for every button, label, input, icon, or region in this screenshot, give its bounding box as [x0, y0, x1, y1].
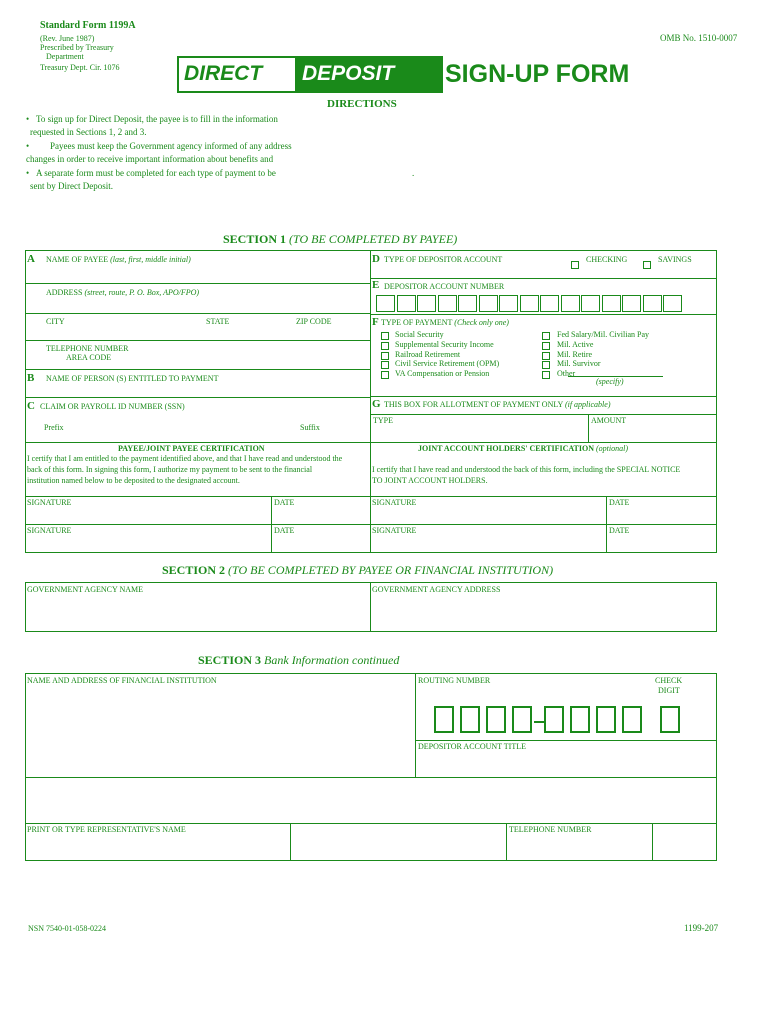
rule [370, 278, 717, 279]
account-digit-cell[interactable] [417, 295, 436, 312]
rule [588, 414, 589, 442]
rule [415, 740, 717, 741]
bullet-icon: • [26, 168, 30, 178]
dep-title-label[interactable]: DEPOSITOR ACCOUNT TITLE [418, 742, 527, 751]
omb-number: OMB No. 1510-0007 [660, 33, 738, 43]
account-digit-cell[interactable] [458, 295, 477, 312]
fi-name-label[interactable]: NAME AND ADDRESS OF FINANCIAL INSTITUTION [27, 676, 217, 685]
area-code-label: AREA CODE [66, 353, 112, 362]
rep-phone-label[interactable]: TELEPHONE NUMBER [509, 825, 592, 834]
payee-cert-line1: I certify that I am entitled to the payment identified above, and that I have read and understood the [27, 454, 343, 463]
account-digit-cell[interactable] [540, 295, 559, 312]
rule [25, 496, 717, 497]
phone-label[interactable]: TELEPHONE NUMBER [46, 344, 129, 353]
letter-b: B [27, 372, 35, 384]
routing-digit-cell[interactable] [544, 706, 564, 733]
routing-digit-cell[interactable] [486, 706, 506, 733]
payment-type-label: Fed Salary/Mil. Civilian Pay [557, 330, 649, 339]
routing-digit-cell[interactable] [622, 706, 642, 733]
section3-title: SECTION 3 Bank Information continued [198, 653, 400, 667]
nsn-number: NSN 7540-01-058-0224 [28, 924, 106, 933]
section2-title: SECTION 2 (TO BE COMPLETED BY PAYEE OR FINANCIAL INSTITUTION) [162, 563, 554, 577]
suffix-label[interactable]: Suffix [300, 423, 320, 432]
type-label[interactable]: TYPE [373, 416, 393, 425]
state-label[interactable]: STATE [206, 317, 230, 326]
payee-date-1[interactable]: DATE [274, 498, 295, 507]
direction-2b: changes in order to receive important information about benefits and [26, 154, 274, 164]
title-signup: SIGN-UP FORM [445, 60, 630, 88]
routing-label: ROUTING NUMBER [418, 676, 491, 685]
rev-date: (Rev. June 1987) [40, 34, 95, 43]
prescribed-line2: Department [46, 52, 84, 61]
letter-f: F [372, 316, 379, 328]
payment-type-label: Social Security [395, 330, 444, 339]
routing-digit-cell[interactable] [512, 706, 532, 733]
account-number-label: DEPOSITOR ACCOUNT NUMBER [384, 282, 505, 291]
payment-type-checkbox[interactable] [542, 332, 550, 340]
rule [652, 823, 653, 861]
joint-cert-title: JOINT ACCOUNT HOLDERS' CERTIFICATION (optional) [418, 444, 628, 453]
treasury-circular: Treasury Dept. Cir. 1076 [40, 63, 120, 72]
rule [370, 414, 717, 415]
entitled-persons-label[interactable]: NAME OF PERSON (S) ENTITLED TO PAYMENT [46, 374, 219, 383]
rule [25, 397, 371, 398]
savings-label: SAVINGS [658, 255, 692, 264]
rule [25, 313, 371, 314]
routing-digit-cell[interactable] [596, 706, 616, 733]
rule [370, 396, 717, 397]
agency-name-label[interactable]: GOVERNMENT AGENCY NAME [27, 585, 143, 594]
routing-dash [534, 721, 544, 723]
payment-type-label: TYPE OF PAYMENT (Check only one) [381, 318, 509, 327]
payment-type-checkbox[interactable] [542, 352, 550, 360]
account-digit-cell[interactable] [561, 295, 580, 312]
payment-type-label: Mil. Active [557, 339, 594, 349]
payment-type-label: Railroad Retirement [395, 349, 461, 359]
account-digit-cell[interactable] [520, 295, 539, 312]
routing-digit-cell[interactable] [434, 706, 454, 733]
payment-type-checkbox[interactable] [381, 361, 389, 369]
rule [370, 582, 371, 632]
account-digit-cell[interactable] [602, 295, 621, 312]
payment-type-label: Mil. Survivor [557, 359, 601, 369]
agency-address-label[interactable]: GOVERNMENT AGENCY ADDRESS [372, 585, 501, 594]
account-digit-cell[interactable] [479, 295, 498, 312]
payment-type-checkbox[interactable] [381, 352, 389, 360]
letter-a: A [27, 253, 35, 265]
prefix-label[interactable]: Prefix [44, 423, 64, 432]
payee-cert-title: PAYEE/JOINT PAYEE CERTIFICATION [118, 444, 265, 453]
payment-type-checkbox[interactable] [542, 361, 550, 369]
allotment-label: THIS BOX FOR ALLOTMENT OF PAYMENT ONLY (if applicable) [384, 400, 611, 409]
routing-digit-cell[interactable] [460, 706, 480, 733]
rule [25, 369, 371, 370]
payment-type-label: VA Compensation or Pension [395, 369, 490, 379]
claim-id-label[interactable]: CLAIM OR PAYROLL ID NUMBER (SSN) [40, 402, 185, 411]
payment-type-label: Supplemental Security Income [395, 339, 494, 349]
payee-name-label[interactable]: NAME OF PAYEE (last, first, middle initial) [46, 255, 191, 264]
payee-signature-1[interactable]: SIGNATURE [27, 498, 72, 507]
letter-c: C [27, 400, 35, 412]
payee-cert-line2: back of this form. In signing this form, I authorize my payment to be sent to the financial [27, 465, 313, 474]
rep-name-label[interactable]: PRINT OR TYPE REPRESENTATIVE'S NAME [27, 825, 186, 834]
section1-divider [370, 250, 371, 553]
account-digit-cell[interactable] [397, 295, 416, 312]
direction-2a: Payees must keep the Government agency informed of any address [50, 141, 292, 151]
rule [25, 823, 717, 824]
payment-type-checkbox[interactable] [542, 371, 550, 379]
rule [370, 314, 717, 315]
rule [25, 283, 371, 284]
direction-1a: To sign up for Direct Deposit, the payee is to fill in the information [36, 114, 278, 124]
account-digit-cell[interactable] [581, 295, 600, 312]
account-digit-cell[interactable] [622, 295, 641, 312]
payment-type-label: Mil. Retire [557, 349, 593, 359]
joint-cert-line2: TO JOINT ACCOUNT HOLDERS. [372, 476, 488, 485]
title-deposit: DEPOSIT [302, 62, 395, 85]
bullet-icon: • [26, 141, 30, 151]
payment-type-checkbox[interactable] [381, 342, 389, 350]
account-digit-cell[interactable] [376, 295, 395, 312]
account-digit-cell[interactable] [438, 295, 457, 312]
payment-type-checkbox[interactable] [542, 342, 550, 350]
address-label[interactable]: ADDRESS (street, route, P. O. Box, APO/FPO) [46, 288, 200, 297]
check-digit-cell[interactable] [660, 706, 680, 733]
account-digit-cell[interactable] [643, 295, 662, 312]
account-digit-cell[interactable] [663, 295, 682, 312]
bullet-icon: • [26, 114, 30, 124]
zip-label[interactable]: ZIP CODE [296, 317, 332, 326]
specify-label: (specify) [596, 377, 624, 386]
joint-signature-2[interactable]: SIGNATURE [372, 526, 417, 535]
city-label[interactable]: CITY [46, 317, 65, 326]
payee-signature-2[interactable]: SIGNATURE [27, 526, 72, 535]
joint-cert-line1: I certify that I have read and understood the back of this form, including the SPECIAL NOTICE [372, 465, 681, 474]
direction-3a: A separate form must be completed for each type of payment to be [36, 168, 276, 178]
payment-type-label: Civil Service Retirement (OPM) [395, 359, 500, 369]
other-specify-line [568, 376, 663, 377]
rule [25, 777, 717, 778]
joint-date-1[interactable]: DATE [609, 498, 630, 507]
payment-type-checkbox[interactable] [381, 371, 389, 379]
letter-e: E [372, 279, 380, 291]
savings-checkbox[interactable] [643, 261, 651, 269]
form-name: Standard Form 1199A [40, 20, 136, 31]
payee-date-2[interactable]: DATE [274, 526, 295, 535]
letter-g: G [372, 398, 381, 410]
rule [506, 823, 507, 861]
section1-title: SECTION 1 (TO BE COMPLETED BY PAYEE) [223, 232, 458, 246]
rule [25, 340, 371, 341]
check-digit-label-1: CHECK [655, 676, 683, 685]
joint-date-2[interactable]: DATE [609, 526, 630, 535]
checking-label: CHECKING [586, 255, 628, 264]
rule [415, 673, 416, 777]
letter-d: D [372, 253, 380, 265]
joint-signature-1[interactable]: SIGNATURE [372, 498, 417, 507]
payment-type-checkbox[interactable] [381, 332, 389, 340]
rule [25, 442, 717, 443]
account-digit-cell[interactable] [499, 295, 518, 312]
stray-dot: . [412, 168, 415, 178]
direction-1b: requested in Sections 1, 2 and 3. [30, 127, 147, 137]
form-number: 1199-207 [684, 923, 719, 933]
rule [290, 823, 291, 861]
routing-digit-cell[interactable] [570, 706, 590, 733]
account-type-label: TYPE OF DEPOSITOR ACCOUNT [384, 255, 503, 264]
directions-heading: DIRECTIONS [327, 98, 397, 110]
payee-cert-line3: institution named below to be deposited to the designated account. [27, 476, 240, 485]
title-direct: DIRECT [184, 62, 263, 85]
payment-type-label: Other [557, 369, 576, 379]
prescribed-line1: Prescribed by Treasury [40, 43, 114, 52]
check-digit-label-2: DIGIT [658, 686, 680, 695]
rule [25, 524, 717, 525]
amount-label[interactable]: AMOUNT [591, 416, 627, 425]
checking-checkbox[interactable] [571, 261, 579, 269]
direction-3b: sent by Direct Deposit. [30, 181, 113, 191]
